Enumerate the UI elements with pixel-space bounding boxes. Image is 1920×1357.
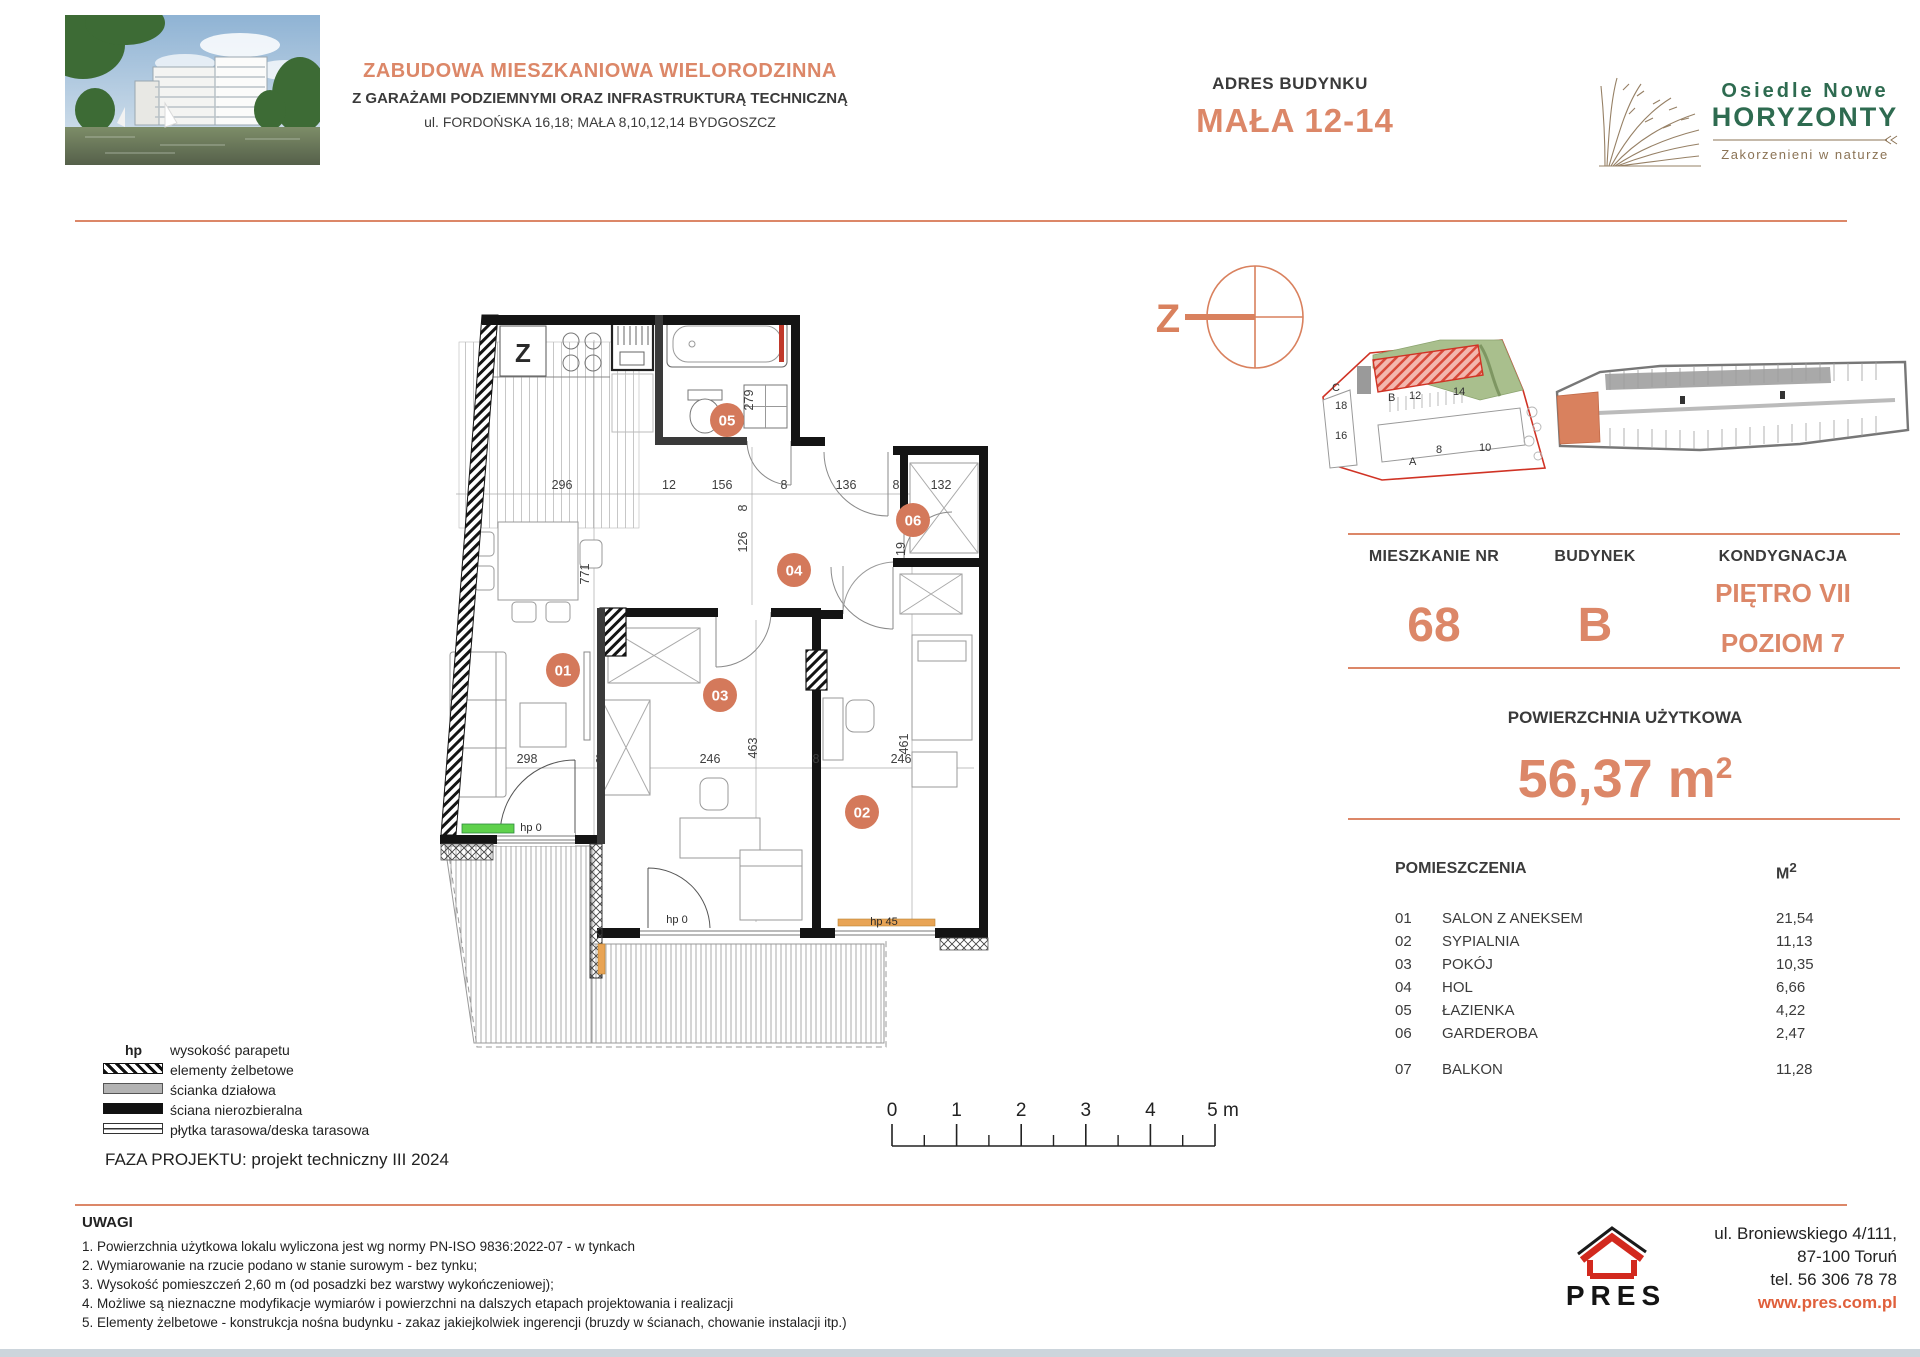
site-map-label: 10 [1479,442,1492,454]
dim-label: 8 [780,478,788,492]
dim-label: 8 [595,752,603,766]
logo-name-line2: HORYZONTY [1711,102,1899,132]
note-item: 4. Możliwe są nieznaczne modyfikacje wymiarów i powierzchni na dalszych etapach projektowania i realizacji [82,1296,734,1311]
scale-bar-tick-label: 5 m [1207,1100,1239,1121]
room-badge-02 [845,795,879,829]
building-value: B [1577,599,1613,652]
svg-text:05: 05 [718,412,736,430]
dim-label: 8 [736,504,750,512]
legend-swatch-hatch [103,1063,163,1074]
contact-line: ul. Broniewskiego 4/111, [1714,1224,1897,1243]
contact-line: 87-100 Toruń [1797,1247,1897,1266]
room-badge-05 [710,403,744,437]
area-number: 56,37 [1517,749,1653,809]
site-map-label: 14 [1453,386,1466,398]
notes-title: UWAGI [82,1214,133,1231]
notes-section [82,1214,1042,1332]
dim-label: 8 [892,478,900,492]
area-unit: m [1667,749,1716,809]
svg-text:02: 02 [853,804,871,822]
note-item: 5. Elementy żelbetowe - konstrukcja nośna budynku - zakaz jakiejkolwiek ingerencji (bruzdy w ścianach, chowanie instalacji itp.) [82,1315,847,1330]
flat-number-value: 68 [1407,599,1461,652]
scale-bar-tick-label: 1 [951,1100,962,1121]
site-map-label: B [1388,392,1396,404]
scale-bar-tick-label: 0 [886,1100,898,1121]
contact-block [1655,1222,1897,1314]
scale-bar-tick-label: 2 [1015,1100,1027,1121]
flat-number-label: MIESZKANIE NR [1368,548,1500,565]
legend-hp-label: wysokość parapetu [170,1042,290,1058]
room-row-01: 01 SALON Z ANEKSEM 21,54 [1395,910,1814,928]
legend-row [85,1100,505,1120]
room-badge-03 [703,678,737,712]
dim-label: 132 [930,478,952,492]
rooms-table-body [1395,907,1865,1081]
website-link[interactable]: www.pres.com.pl [1757,1293,1897,1312]
rooms-header-area: $M^2$ [1776,860,1797,883]
legend-label: ściana nierozbieralna [170,1102,303,1118]
page-address: ul. FORDOŃSKA 16,18; MAŁA 8,10,12,14 BYDGOSZCZ [424,114,776,130]
legend-label: ścianka działowa [170,1082,276,1098]
storey-label: KONDYGNACJA [1718,548,1848,565]
page-bottom-edge [0,1349,1920,1357]
plan-legend [85,1040,505,1140]
building-map [1557,362,1908,450]
svg-text:01: 01 [554,662,572,680]
dim-label: 296 [551,478,573,492]
panel-divider-3 [1348,818,1900,820]
north-compass-icon [1156,266,1303,368]
dim-label: 246 [699,752,721,766]
dim-label: 463 [746,737,760,759]
legend-swatch-deck [103,1123,163,1134]
footer-divider-line [75,1204,1847,1206]
plan-label: hp 45 [870,916,898,928]
room-row-04: 04 HOL 6,66 [1395,979,1806,997]
room-row-07: 07 BALKON 11,28 [1395,1061,1813,1079]
plan-label: hp 0 [666,914,688,926]
note-item: 2. Wymiarowanie na rzucie podano w stanie surowym - bez tynku; [82,1258,478,1273]
room-row-03: 03 POKÓJ 10,35 [1395,956,1814,974]
page-title: ZABUDOWA MIESZKANIOWA WIELORODZINNA [363,60,837,82]
site-map-label: 12 [1409,390,1422,402]
legend-swatch-gray [103,1083,163,1094]
legend-row-hp [85,1040,505,1060]
svg-text:04: 04 [785,562,803,580]
note-item: 1. Powierzchnia użytkowa lokalu wyliczona jest wg normy PN-ISO 9836:2022-07 - w tynkach [82,1239,635,1254]
dim-label: 136 [835,478,857,492]
dim-label: 461 [897,733,911,755]
building-address-label: ADRES BUDYNKU [1212,74,1368,93]
dim-label: 12 [662,478,676,492]
legend-label: płytka tarasowa/deska tarasowa [170,1122,370,1138]
dim-label: 8 [812,752,820,766]
page-subtitle: Z GARAŻAMI PODZIEMNYMI ORAZ INFRASTRUKTURĄ TECHNICZNĄ [352,90,848,107]
storey-value-line2: POZIOM 7 [1720,628,1846,658]
dim-label: 298 [516,752,538,766]
rooms-table-header [1395,860,1865,883]
room-badge-01 [546,653,580,687]
plan-label: Z [515,338,531,368]
scale-bar-tick-label: 4 [1145,1100,1156,1121]
pres-logo-text: PRES [1565,1280,1667,1311]
note-item: 3. Wysokość pomieszczeń 2,60 m (od posadzki bez warstwy wykończeniowej); [82,1277,554,1292]
dim-label: 19 [894,542,908,556]
building-label: BUDYNEK [1554,548,1636,565]
legend-row [85,1080,505,1100]
logo-tagline: Zakorzenieni w naturze [1721,147,1889,162]
site-map-label: C [1332,382,1340,394]
site-map-label: 8 [1436,444,1443,456]
rooms-table [1395,860,1865,1081]
room-row-06: 06 GARDEROBA 2,47 [1395,1025,1806,1043]
panel-divider-1 [1348,533,1900,535]
dim-label: 771 [578,563,592,585]
svg-text:03: 03 [711,687,729,705]
site-map-label: 16 [1335,430,1348,442]
dim-label: 279 [742,389,756,411]
legend-label: elementy żelbetowe [170,1062,294,1078]
building-address-value: MAŁA 12-14 [1196,102,1394,139]
dim-label: 126 [736,531,750,553]
scale-bar-tick-label: 3 [1080,1100,1092,1121]
panel-divider-2 [1348,667,1900,669]
usable-area-value [1390,748,1860,810]
room-badge-04 [777,553,811,587]
legend-hp-key: hp [125,1042,143,1058]
scale-bar [887,1100,1239,1146]
room-badge-06 [896,503,930,537]
area-sup: 2 [1715,752,1733,785]
svg-text:06: 06 [904,512,922,530]
legend-swatch-black [103,1103,163,1114]
site-map [1323,340,1545,480]
dim-label: 156 [711,478,733,492]
plan-label: hp 0 [520,822,542,834]
usable-area-label: POWIERZCHNIA UŻYTKOWA [1507,708,1743,727]
dim-label: 246 [890,752,912,766]
project-phase: FAZA PROJEKTU: projekt techniczny III 2024 [105,1150,449,1169]
site-map-label: 18 [1335,400,1348,412]
contact-line: tel. 56 306 78 78 [1770,1270,1897,1289]
site-map-label: A [1409,456,1417,468]
storey-value-line1: PIĘTRO VII [1715,578,1851,608]
legend-row [85,1120,505,1140]
room-row-02: 02 SYPIALNIA 11,13 [1395,933,1813,951]
highlighted-unit [1557,392,1600,444]
room-row-05: 05 ŁAZIENKA 4,22 [1395,1002,1806,1020]
compass-letter: Z [1155,297,1181,341]
legend-row [85,1060,505,1080]
logo-name-line1: Osiedle Nowe [1721,80,1889,102]
rooms-header-name: POMIESZCZENIA [1395,860,1527,877]
